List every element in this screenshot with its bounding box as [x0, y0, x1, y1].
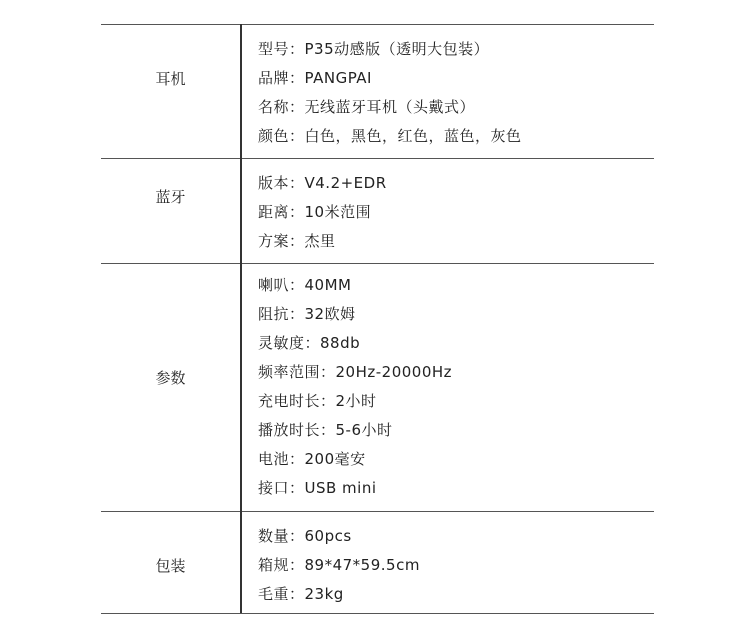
- table-border-top: [101, 24, 654, 25]
- category-label-parameters: 参数: [155, 369, 186, 387]
- section-divider: [101, 511, 654, 512]
- spec-item-frequency: 频率范围：20Hz-20000Hz: [258, 363, 453, 381]
- spec-item-impedance: 阻抗：32欧姆: [258, 305, 356, 323]
- section-divider: [101, 158, 654, 159]
- spec-item-carton-size: 箱规：89*47*59.5cm: [258, 556, 420, 574]
- spec-item-speaker: 喇叭：40MM: [258, 276, 352, 294]
- spec-item-quantity: 数量：60pcs: [258, 527, 352, 545]
- table-border-bottom: [101, 613, 654, 614]
- spec-item-version: 版本：V4.2+EDR: [258, 174, 387, 192]
- spec-item-range: 距离：10米范围: [258, 203, 372, 221]
- spec-item-play-time: 播放时长：5-6小时: [258, 421, 393, 439]
- spec-item-colors: 颜色：白色，黑色，红色，蓝色，灰色: [258, 127, 522, 145]
- spec-item-brand: 品牌：PANGPAI: [258, 69, 372, 87]
- section-divider: [101, 263, 654, 264]
- category-label-headphones: 耳机: [155, 70, 186, 88]
- spec-item-charge-time: 充电时长：2小时: [258, 392, 377, 410]
- spec-item-model: 型号：P35动感版（透明大包装）: [258, 40, 490, 58]
- spec-item-battery: 电池：200毫安: [258, 450, 366, 468]
- spec-item-name: 名称：无线蓝牙耳机（头戴式）: [258, 98, 476, 116]
- spec-item-interface: 接口：USB mini: [258, 479, 377, 497]
- category-label-packaging: 包装: [155, 557, 186, 575]
- spec-item-solution: 方案：杰里: [258, 232, 336, 250]
- column-divider: [240, 24, 242, 613]
- spec-item-sensitivity: 灵敏度：88db: [258, 334, 361, 352]
- category-label-bluetooth: 蓝牙: [155, 188, 186, 206]
- spec-item-gross-weight: 毛重：23kg: [258, 585, 344, 603]
